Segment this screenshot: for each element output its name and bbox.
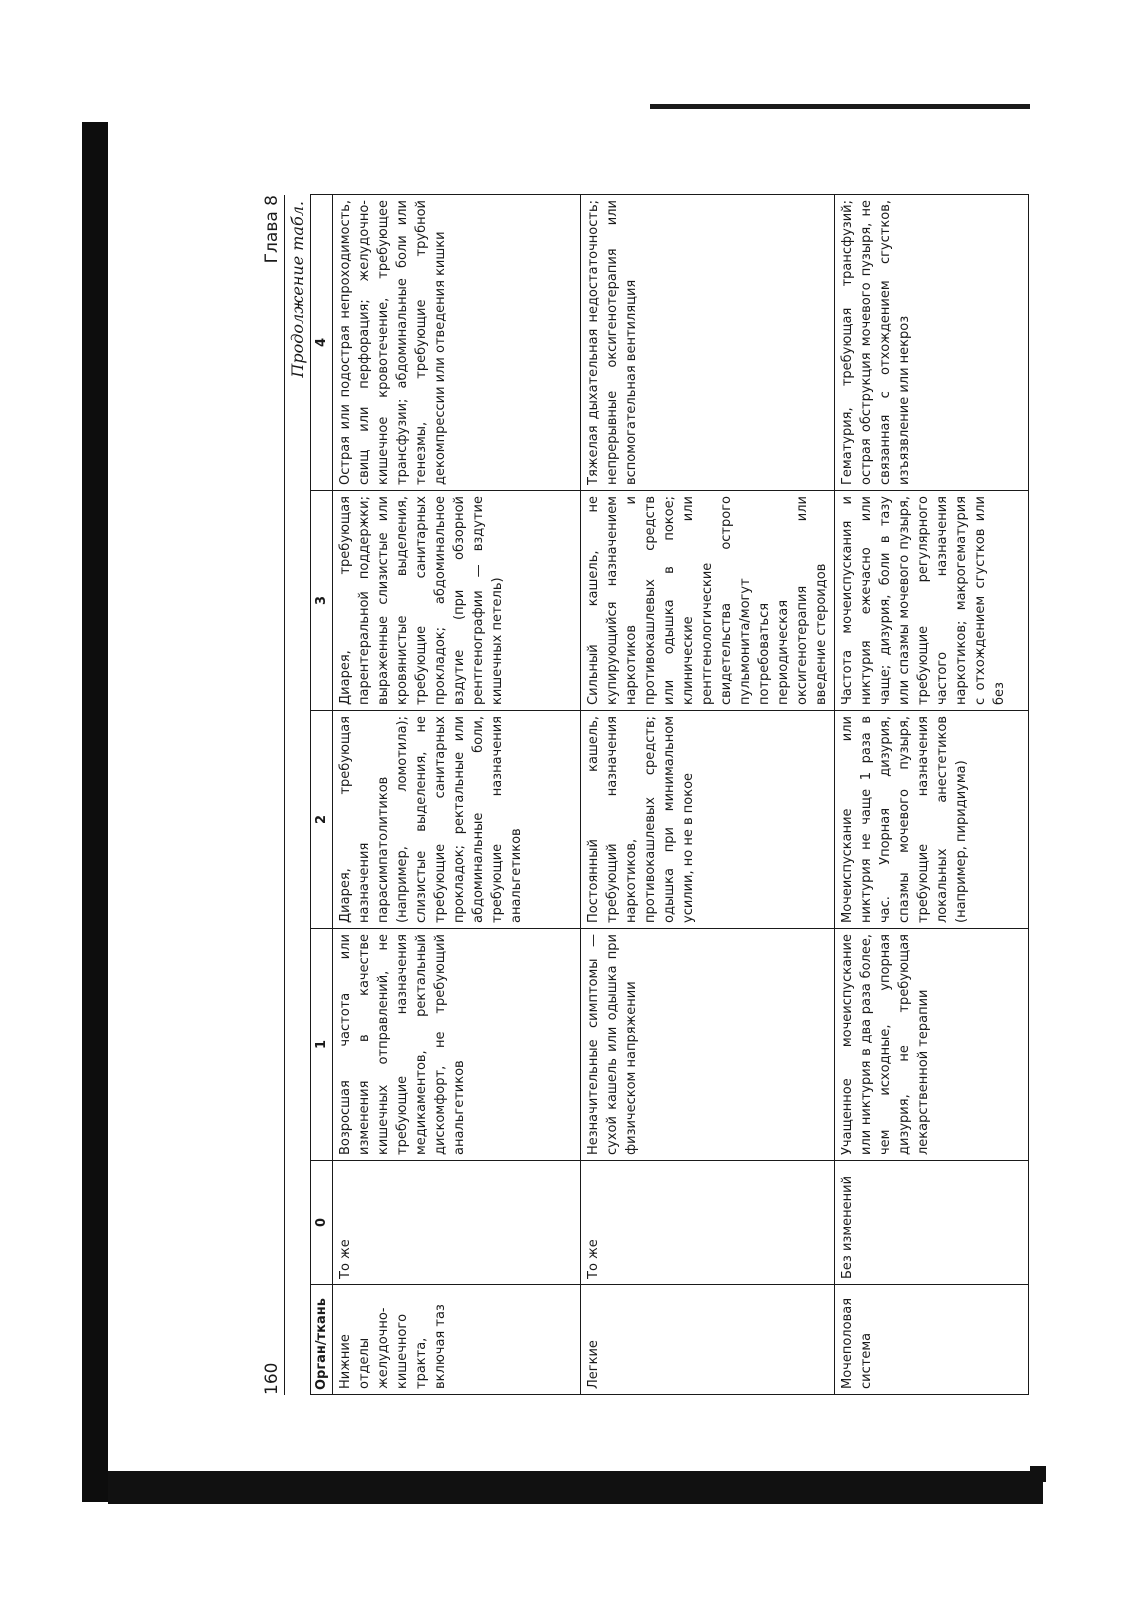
grade-1-cell: Учащенное мочеиспускание или никтурия в два раза более, чем исходные, упорная дизурия, не требующая лекарственной терапии <box>835 929 1029 1161</box>
table-row <box>333 195 581 1395</box>
scan-edge-shadow-left <box>82 122 108 1502</box>
organ-cell: Легкие <box>581 1285 835 1395</box>
header-grade-1: 1 <box>311 929 333 1161</box>
grade-0-cell: То же <box>581 1161 835 1285</box>
rotated-book-page <box>262 195 1007 1395</box>
toxicity-grade-table <box>310 194 1029 1395</box>
grade-1-cell: Возросшая частота или изменения в качестве кишечных отправлений, не требующие назначения медикаментов, ректальный дискомфорт, не требующий анальгетиков <box>333 929 581 1161</box>
scan-edge-shadow-corner <box>1030 1466 1046 1482</box>
grade-4-cell: Острая или подострая непроходимость, свищ или перфорация; желудочно-кишечное кровотечение, требующее трансфузии; абдоминальные боли или тенезмы, требующие трубной декомпрессии или отведения кишки <box>333 195 581 491</box>
grade-2-cell: Постоянный кашель, требующий назначения наркотиков, противокашлевых средств; одышка при минимальном усилии, но не в покое <box>581 711 835 929</box>
grade-2-cell: Мочеиспускание или никтурия не чаще 1 раза в час. Упорная дизурия, спазмы мочевого пузыря, требующие назначения локальных анестетиков (например, пиридиума) <box>835 711 1029 929</box>
table-row <box>581 195 835 1395</box>
header-organ: Орган/ткань <box>311 1285 333 1395</box>
grade-4-cell: Гематурия, требующая трансфузий; острая обструкция мочевого пузыря, не связанная с отхождением сгустков, изъязвление или некроз <box>835 195 1029 491</box>
scan-edge-shadow-bottom <box>108 1471 1043 1504</box>
organ-cell: Мочеполовая система <box>835 1285 1029 1395</box>
grade-1-cell: Незначительные симптомы — сухой кашель или одышка при физическом напряжении <box>581 929 835 1161</box>
grade-3-cell: Частота мочеиспускания и никтурия ежечасно или чаще; дизурия, боли в тазу или спазмы мочевого пузыря, требующие регулярного частого назначения наркотиков; макрогематурия с отхождением сгустков или без <box>835 491 1029 711</box>
header-grade-3: 3 <box>311 491 333 711</box>
chapter-title: Глава 8 <box>262 195 282 264</box>
grade-3-cell: Диарея, требующая парентеральной поддержки; выраженные слизистые или кровянистые выделения, требующие санитарных прокладок; абдоминальное вздутие (при обзорной рентгенографии — вздутие кишечных петель) <box>333 491 581 711</box>
table-header-row <box>311 195 333 1395</box>
grade-0-cell: То же <box>333 1161 581 1285</box>
table-continuation-label: Продолжение табл. <box>288 201 307 378</box>
organ-cell: Нижние отделы желудочно-кишечного тракта, включая таз <box>333 1285 581 1395</box>
header-grade-4: 4 <box>311 195 333 491</box>
table-row <box>835 195 1029 1395</box>
grade-2-cell: Диарея, требующая назначения парасимпатолитиков (например, ломотила); слизистые выделения, не требующие санитарных прокладок; ректальные или абдоминальные боли, требующие назначения анальгетиков <box>333 711 581 929</box>
grade-0-cell: Без изменений <box>835 1161 1029 1285</box>
grade-3-cell: Сильный кашель, не купирующийся назначением наркотиков и противокашлевых средств или одышка в покое; клинические или рентгенологические свидетельства острого пульмонита/могут потребоваться периодическая оксигенотерапия или введение стероидов <box>581 491 835 711</box>
page-number: 160 <box>262 1362 282 1395</box>
page-header <box>262 195 285 1395</box>
grade-4-cell: Тяжелая дыхательная недостаточность; непрерывные оксигенотерапия или вспомогательная вентиляция <box>581 195 835 491</box>
scan-edge-shadow-top <box>650 104 1030 109</box>
header-grade-2: 2 <box>311 711 333 929</box>
header-grade-0: 0 <box>311 1161 333 1285</box>
